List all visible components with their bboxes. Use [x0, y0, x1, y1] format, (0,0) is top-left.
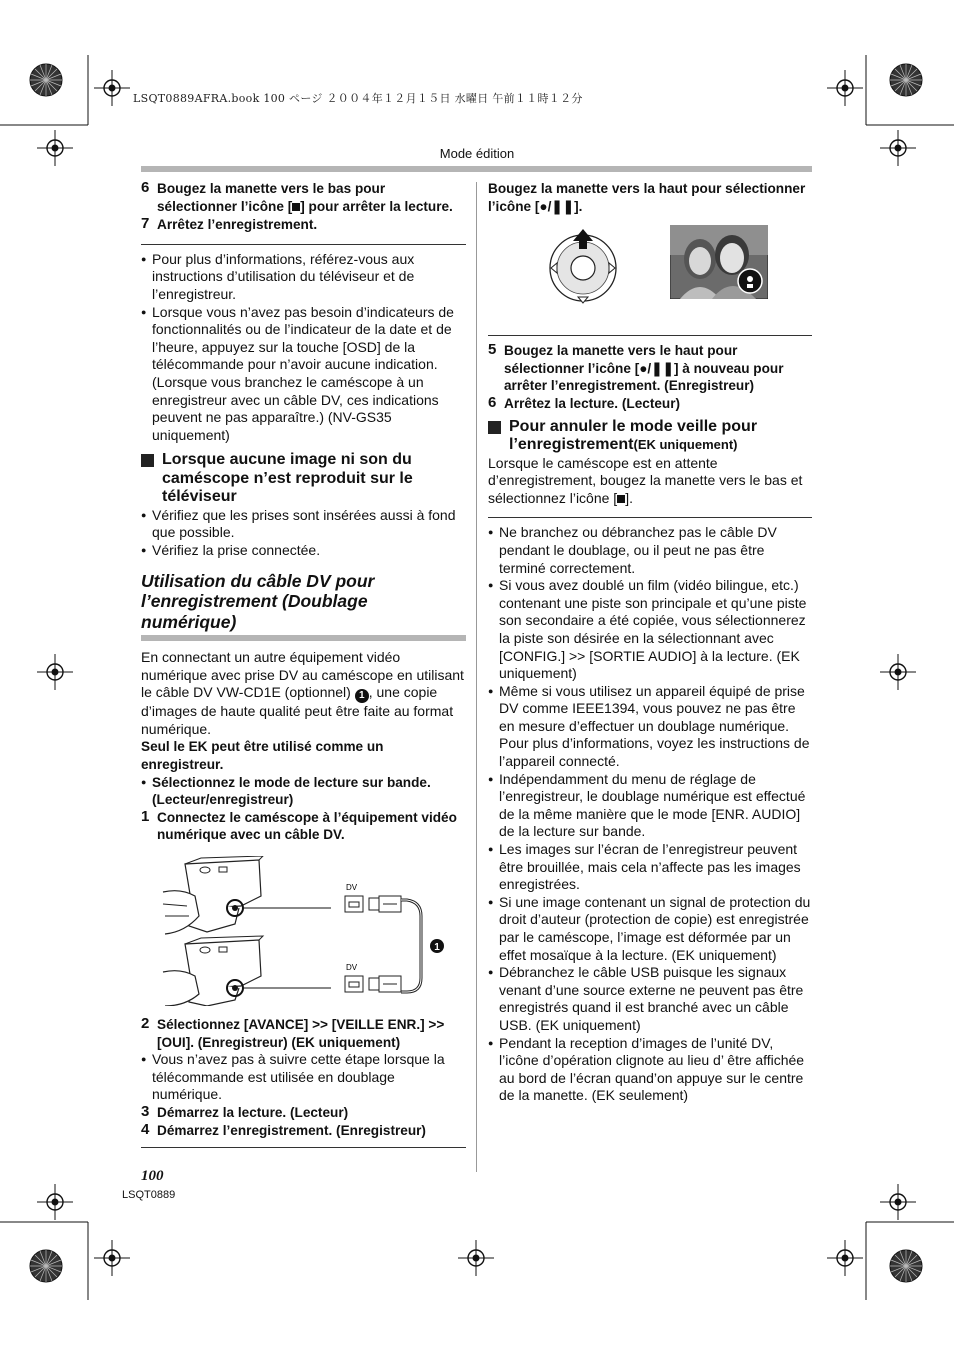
bullet-item: ● Même si vous utilisez un appareil équipé de prise DV comme IEEE1394, vous pouvez ne pas être en mesure d’effectuer un doublage numérique. Pour plus d’informations, voyez les instructions de l’appareil connecté. [488, 683, 812, 771]
bullet-item: ● Lorsque vous n’avez pas besoin d’indicateurs de fonctionnalités ou de l’indicateur de la date et de l’heure, appuyez sur la touche [OSD] de la télécommande pour n’avoir aucune indication. (Lorsque vous branchez le caméscope à un enregistreur avec un câble DV, ces indications peuvent ne pas apparaître.) (NV-GS35 uniquement) [141, 304, 466, 445]
bullet-item: ● Vérifiez que les prises sont insérées aussi à fond que possible. [141, 507, 466, 542]
bottom-right-marks [827, 1184, 954, 1300]
section-square-icon [488, 421, 501, 434]
cancel-standby-body: Lorsque le caméscope est en attente d’enregistrement, bougez la manette vers le bas et sélectionnez l’icône [ ]. [488, 454, 803, 506]
joystick-up-icon [546, 227, 620, 305]
file-meta-line: LSQT0889AFRA.book 100 ページ ２００４年１２月１５日 水曜日 午前１１時１２分 [133, 92, 583, 105]
intro-paragraph: En connectant un autre équipement vidéo numérique avec prise DV au caméscope en utilisant le câble DV VW-CD1E (optionnel) 1 , une copie d’images de haute qualité peut être faite au format numérique. [141, 649, 464, 737]
step-6-right: 6 Arrêtez la lecture. (Lecteur) [488, 393, 681, 411]
crosshair-mark [880, 654, 916, 690]
page-header-title: Mode édition [439, 146, 515, 161]
left-column [141, 180, 466, 1154]
step-3: 3 Démarrez la lecture. (Lecteur) [141, 1103, 349, 1120]
ek-note: Seul le EK peut être utilisé comme un enregistreur. [141, 739, 384, 773]
bullet-item: ● Pendant la reception d’images de l’unité DV, l’icône d’opération clignote au lieu d’ être affichée au bord de l’écran quand’on appuye sur le centre de la manette. (EK seulement) [488, 1035, 812, 1105]
crosshair-mark [94, 1240, 130, 1276]
bullet-item: ● Les images sur l’écran de l’enregistreur peuvent être brouillée, mais cela n’affecte pas les images enregistrées. [488, 841, 812, 894]
divider [488, 517, 812, 518]
sunburst-mark [30, 1250, 62, 1282]
divider [488, 335, 812, 336]
bullet-item: ● Si vous avez doublé un film (vidéo bilingue, etc.) contenant une piste son principale et qu’une piste son secondaire a été copiée, vous sélectionnerez la piste son désirée en la sélectionnant avec [CONFIG.] >> [SORTIE AUDIO] à la lecture. (EK uniquement) [488, 577, 812, 683]
crosshair-mark [37, 654, 73, 690]
bullet-item: ● Vérifiez la prise connectée. [141, 542, 466, 560]
callout-1-icon: 1 [355, 689, 369, 703]
dv-port-label: DV [346, 883, 358, 893]
bullet-item: ● Pour plus d’informations, référez-vous aux instructions d’utilisation du téléviseur et de l’enregistreur. [141, 251, 466, 304]
document-code: LSQT0889 [122, 1189, 176, 1201]
column-separator [476, 182, 477, 1172]
page-number: 100 [141, 1168, 164, 1184]
step-5: 5 Bougez la manette vers le haut pour sélectionner l’icône [●/❚❚] à nouveau pour arrêter l’enregistrement. (Enregistreur) [488, 341, 784, 394]
step-4: 4 Démarrez l’enregistrement. (Enregistreur) [141, 1120, 426, 1138]
section-heading-dv-dubbing: Utilisation du câble DV pour l’enregistrement (Doublage numérique) [141, 570, 375, 632]
step-1: 1 Connectez le caméscope à l’équipement vidéo numérique avec un câble DV. [141, 807, 457, 843]
crosshair-mark [94, 70, 130, 106]
step-6: 6 Bougez la manette vers le bas pour sélectionner l’icône [ ] pour arrêter la lecture. [141, 179, 453, 214]
crosshair-mark [827, 1240, 863, 1276]
section-heading-cancel-standby: Pour annuler le mode veille pour l’enregistrement(EK uniquement) [488, 418, 812, 455]
section-square-icon [141, 454, 154, 467]
step-7: 7 Arrêtez l’enregistrement. [141, 215, 318, 233]
sunburst-mark [890, 1250, 922, 1282]
bullet-item: ● Indépendamment du menu de réglage de l’enregistreur, le doublage numérique est effectué de la même manière que le mode [ENR. AUDIO] de la lecture sur bande. [488, 771, 812, 841]
crosshair-mark [458, 1240, 494, 1276]
dv-port-icon [345, 976, 363, 992]
camcorder-illustration [163, 936, 263, 1006]
divider [141, 1147, 466, 1148]
screen-photo-image [670, 225, 768, 299]
stop-icon [617, 495, 625, 503]
bold-bullet: ● Sélectionnez le mode de lecture sur bande. (Lecteur/enregistreur) [141, 774, 466, 809]
dv-connection-diagram [141, 856, 466, 1006]
move-up-instruction: Bougez la manette vers la haut pour sélectionner l’icône [●/❚❚]. [488, 181, 806, 214]
dv-port-label: DV [346, 963, 358, 973]
section-heading-no-image: Lorsque aucune image ni son du caméscope n’est reproduit sur le téléviseur [141, 451, 466, 507]
bullet-item: ● Ne branchez ou débranchez pas le câble DV pendant le doublage, ou il peut ne pas être terminé correctement. [488, 524, 812, 577]
step-2: 2 Sélectionnez [AVANCE] >> [VEILLE ENR.] >> [OUI]. (Enregistreur) (EK uniquement) [141, 1015, 445, 1050]
camcorder-illustration [163, 856, 263, 934]
crosshair-mark [37, 1184, 73, 1220]
section-rule [141, 635, 466, 641]
bottom-left-marks [0, 1184, 130, 1300]
crosshair-mark [827, 70, 863, 106]
crosshair-mark [880, 1184, 916, 1220]
divider [141, 244, 466, 245]
dv-port-icon [345, 896, 363, 912]
bullet-item: ● Vous n’avez pas à suivre cette étape lorsque la télécommande est utilisée en doublage numérique. [141, 1051, 466, 1104]
header-rule [141, 166, 812, 172]
illustration-row [488, 227, 812, 327]
callout-label: 1 [434, 942, 440, 954]
sunburst-mark [890, 64, 922, 96]
dv-cable-illustration [369, 896, 421, 992]
sunburst-mark [30, 64, 62, 96]
right-column [488, 180, 812, 1105]
bullet-item: ● Si une image contenant un signal de protection du droit d’auteur (protection de copie) est enregistrée par le caméscope, l’image est déformée par un effet mosaïque à la lecture. (EK uniquement) [488, 894, 812, 964]
bullet-item: ● Débranchez le câble USB puisque les signaux venant d’une source externe ne peuvent pas être enregistrés quand il est branché avec un câble USB. (EK uniquement) [488, 964, 812, 1034]
